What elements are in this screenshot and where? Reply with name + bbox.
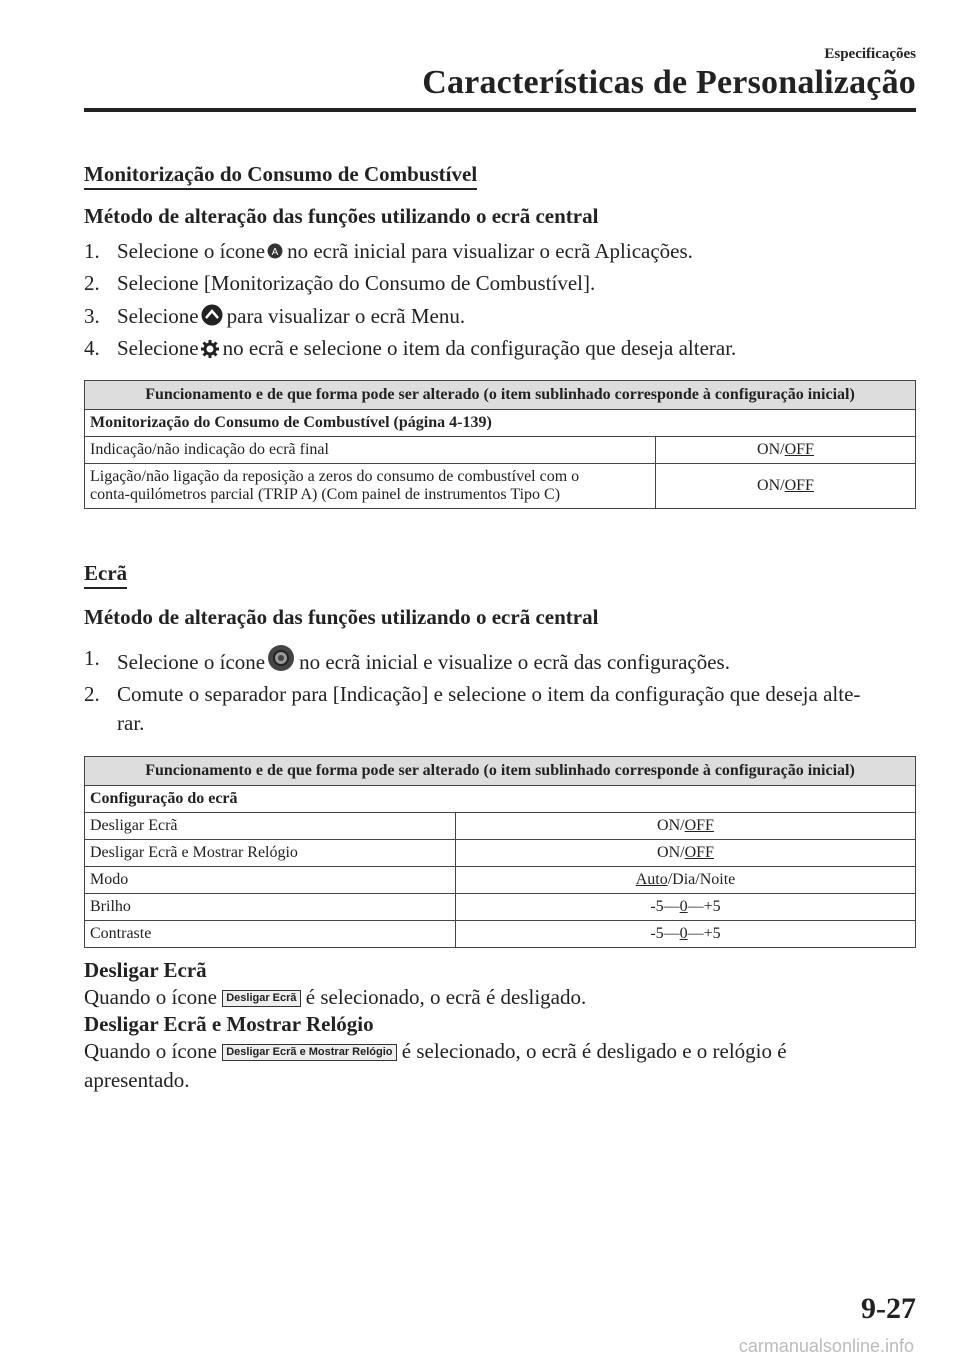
table-row: Desligar Ecrã e Mostrar Relógio ON/OFF	[85, 840, 916, 867]
chevron-up-icon	[201, 304, 223, 334]
watermark: carmanualsonline.info	[738, 1336, 914, 1356]
fuel-step-3: 3. Selecione para visualizar o ecrã Menu.	[84, 302, 916, 334]
table-header: Funcionamento e de que forma pode ser alterado (o item sublinhado corresponde à configuração inicial)	[85, 381, 916, 410]
screen-section	[84, 561, 916, 1095]
fuel-method: Método de alteração das funções utilizando o ecrã central	[84, 204, 599, 228]
gear-icon	[201, 337, 219, 366]
table-row: Ligação/não ligação da reposição a zeros do consumo de combustível com o conta-quilómetros parcial (TRIP A) (Com painel de instrumentos Tipo C) ON/OFF	[85, 464, 916, 509]
screen-table	[84, 756, 916, 948]
screen-off-clock-button-icon: Desligar Ecrã e Mostrar Relógio	[222, 1044, 396, 1061]
table-group: Monitorização do Consumo de Combustível (página 4-139)	[85, 410, 916, 437]
note-heading: Desligar Ecrã e Mostrar Relógio	[84, 1012, 374, 1036]
screen-steps	[84, 644, 916, 738]
table-row: Modo Auto/Dia/Noite	[85, 867, 916, 894]
apps-icon	[267, 240, 283, 269]
note-text: Quando o ícone Desligar Ecrã é selecionado, o ecrã é desligado.	[84, 985, 587, 1009]
fuel-step-1: 1. Selecione o ícone A no ecrã inicial para visualizar o ecrã Aplicações.	[84, 237, 916, 269]
fuel-step-4: 4. Selecione no ecrã e selecione o item da configuração que deseja alterar.	[84, 334, 916, 366]
table-group: Configuração do ecrã	[85, 786, 916, 813]
table-row: Brilho -5—0—+5	[85, 894, 916, 921]
table-row: Indicação/não indicação do ecrã final ON/OFF	[85, 437, 916, 464]
screen-step-2: 2. Comute o separador para [Indicação] e selecione o item da configuração que deseja alte- rar.	[84, 682, 861, 735]
page-title: Características de Personalização	[422, 64, 916, 101]
note-heading: Desligar Ecrã	[84, 958, 207, 982]
svg-text:A: A	[271, 247, 279, 258]
notes	[84, 958, 916, 1095]
fuel-title: Monitorização do Consumo de Combustível	[84, 162, 477, 190]
settings-icon	[267, 644, 295, 680]
screen-off-button-icon: Desligar Ecrã	[222, 990, 300, 1007]
table-header: Funcionamento e de que forma pode ser alterado (o item sublinhado corresponde à configuração inicial)	[85, 757, 916, 786]
note-text: Quando o ícone Desligar Ecrã e Mostrar Relógio é selecionado, o ecrã é desligado e o relógio é apresentado.	[84, 1039, 787, 1092]
fuel-table	[84, 380, 916, 509]
screen-step-1: 1. Selecione o ícone no ecrã inicial e visualize o ecrã das configurações.	[84, 644, 916, 680]
fuel-step-2: 2. Selecione [Monitorização do Consumo de Combustível].	[84, 271, 596, 295]
page-number: 9-27	[861, 1292, 916, 1325]
table-row: Desligar Ecrã ON/OFF	[85, 813, 916, 840]
fuel-section	[84, 162, 916, 509]
table-row: Contraste -5—0—+5	[85, 921, 916, 948]
header-section: Especificações	[824, 46, 916, 62]
header-rule	[84, 108, 916, 112]
fuel-steps	[84, 237, 916, 366]
screen-method: Método de alteração das funções utilizando o ecrã central	[84, 605, 599, 629]
screen-title: Ecrã	[84, 561, 127, 589]
